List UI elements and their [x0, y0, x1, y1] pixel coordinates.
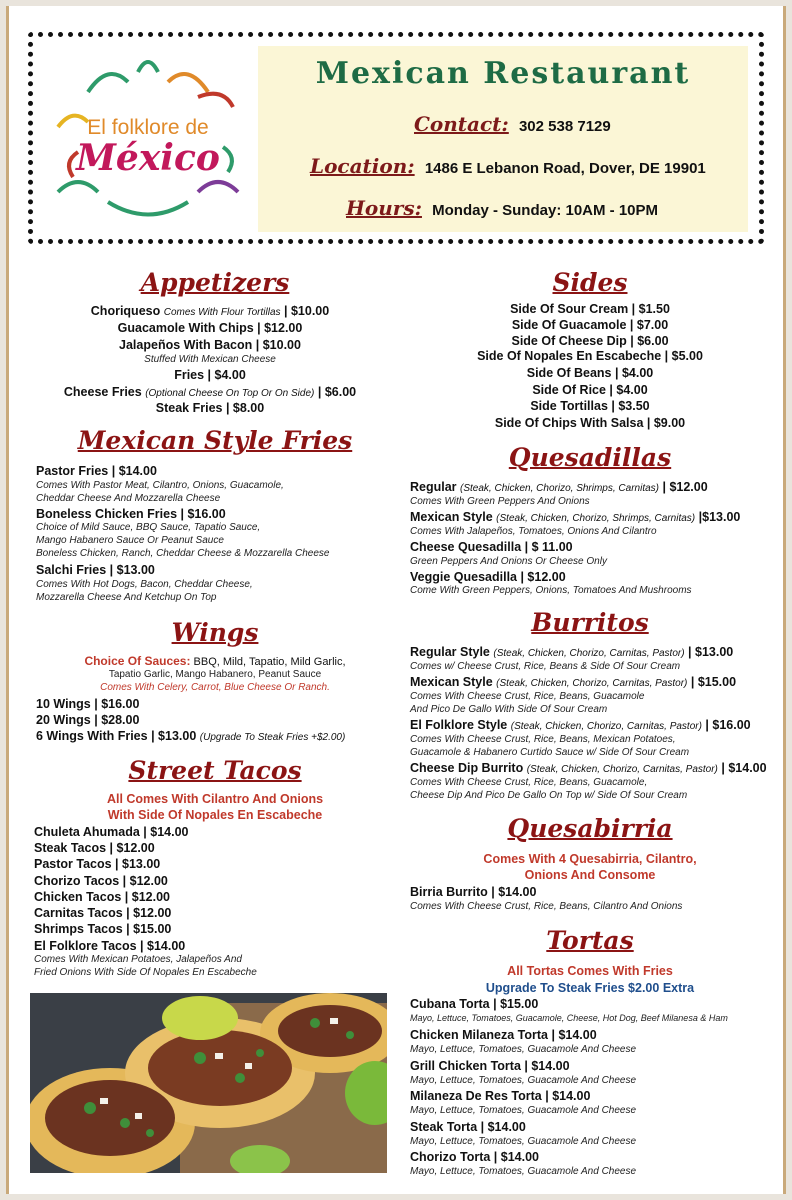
item-name: Cheese Dip Burrito — [410, 761, 524, 775]
burritos-title: Burritos — [531, 608, 649, 637]
appetizer-jalapenos-note: Stuffed With Mexican Cheese — [144, 354, 276, 365]
fries-salchi-note-2: Mozzarella Cheese And Ketchup On Top — [36, 592, 217, 603]
side-item: Side Of Cheese Dip | $6.00 — [511, 334, 669, 348]
wings-sides-note: Comes With Celery, Carrot, Blue Cheese Or Ranch. — [100, 682, 330, 693]
tacos-folklore-note-2: Fried Onions With Side Of Nopales En Escabeche — [34, 967, 257, 978]
wings-title: Wings — [171, 618, 259, 647]
burrito-mexican — [410, 675, 736, 689]
fries-boneless-note-3: Boneless Chicken, Ranch, Cheddar Cheese & Mozzarella Cheese — [36, 548, 330, 559]
torta-steak-note: Mayo, Lettuce, Tomatoes, Guacamole And Cheese — [410, 1136, 637, 1147]
wings-10: 10 Wings | $16.00 — [36, 697, 140, 711]
item-price: | $6.00 — [317, 385, 357, 399]
sauces-list-1: BBQ, Mild, Tapatio, Mild Garlic, — [193, 656, 346, 668]
tacos-sub-1: All Comes With Cilantro And Onions — [106, 792, 324, 806]
appetizer-jalapenos: Jalapeños With Bacon | $10.00 — [119, 338, 301, 352]
appetizer-choriqueso — [20, 304, 400, 318]
logo-decoration-icon — [48, 52, 248, 232]
torta-milaneza-res: Milaneza De Res Torta | $14.00 — [410, 1089, 591, 1103]
appetizers-title: Appetizers — [140, 268, 290, 297]
location-label: Location: — [310, 154, 415, 178]
logo-text-line1: El folklore de — [87, 116, 209, 139]
birria-burrito: Birria Burrito | $14.00 — [410, 885, 537, 899]
item-name: Cheese Fries — [63, 385, 142, 399]
side-item: Side Of Rice | $4.00 — [532, 383, 648, 397]
taco-item: Carnitas Tacos | $12.00 — [34, 906, 172, 920]
side-item: Side Of Beans | $4.00 — [526, 366, 654, 380]
burrito-cheese-dip-note-1: Comes With Cheese Crust, Rice, Beans, Guacamole, — [410, 777, 648, 788]
side-item: Side Of Sour Cream | $1.50 — [510, 302, 670, 316]
appetizer-steak-fries: Steak Fries | $8.00 — [155, 401, 265, 415]
torta-chicken-milaneza-note: Mayo, Lettuce, Tomatoes, Guacamole And Cheese — [410, 1044, 637, 1055]
wings-20: 20 Wings | $28.00 — [36, 713, 140, 727]
location-row — [310, 154, 740, 178]
wings-sauces-2: Tapatio Garlic, Mango Habanero, Peanut Sauce — [108, 669, 322, 680]
burrito-mexican-note-2: And Pico De Gallo With Side Of Sour Cream — [410, 704, 608, 715]
item-note: (Steak, Chicken, Chorizo, Carnitas, Pastor) — [496, 678, 688, 689]
fries-boneless-chicken: Boneless Chicken Fries | $16.00 — [36, 507, 226, 521]
torta-cubana: Cubana Torta | $15.00 — [410, 997, 539, 1011]
taco-item: El Folklore Tacos | $14.00 — [34, 939, 186, 953]
tacos-folklore-note-1: Comes With Mexican Potatoes, Jalapeños And — [34, 954, 242, 965]
item-note: Comes With Flour Tortillas — [163, 307, 281, 318]
item-name: El Folklore Style — [410, 718, 508, 732]
burrito-folklore-note-2: Guacamole & Habanero Curtido Sauce w/ Side Of Sour Cream — [410, 747, 690, 758]
item-note: (Steak, Chicken, Chorizo, Carnitas, Pastor) — [526, 764, 718, 775]
restaurant-logo — [48, 52, 248, 232]
side-item: Side Of Chips With Salsa | $9.00 — [494, 416, 686, 430]
item-price: | $12.00 — [662, 480, 708, 494]
burrito-folklore-note-1: Comes With Cheese Crust, Rice, Beans, Mexican Potatoes, — [410, 734, 676, 745]
fries-boneless-note-1: Choice of Mild Sauce, BBQ Sauce, Tapatio Sauce, — [36, 522, 261, 533]
fries-salchi-note-1: Comes With Hot Dogs, Bacon, Cheddar Cheese, — [36, 579, 253, 590]
quesadilla-regular-note: Comes With Green Peppers And Onions — [410, 496, 590, 507]
sauces-label: Choice Of Sauces: — [84, 654, 191, 668]
hours-label: Hours: — [346, 196, 422, 220]
burrito-cheese-dip — [410, 761, 767, 775]
logo-text-line2: México — [76, 137, 220, 179]
side-item: Side Of Nopales En Escabeche | $5.00 — [477, 349, 703, 363]
fries-pastor-note-2: Cheddar Cheese And Mozzarella Cheese — [36, 493, 221, 504]
restaurant-title: Mexican Restaurant — [315, 56, 691, 91]
torta-chicken-milaneza: Chicken Milaneza Torta | $14.00 — [410, 1028, 597, 1042]
torta-chorizo-note: Mayo, Lettuce, Tomatoes, Guacamole And Cheese — [410, 1166, 637, 1177]
quesadilla-veggie-note: Come With Green Peppers, Onions, Tomatoes And Mushrooms — [410, 585, 692, 596]
torta-cubana-note: Mayo, Lettuce, Tomatoes, Guacamole, Cheese, Hot Dog, Beef Milanesa & Ham — [410, 1013, 728, 1023]
torta-chorizo: Chorizo Torta | $14.00 — [410, 1150, 539, 1164]
taco-item: Chicken Tacos | $12.00 — [34, 890, 170, 904]
item-note: (Steak, Chicken, Chorizo, Carnitas, Pastor) — [493, 648, 685, 659]
contact-value: 302 538 7129 — [518, 118, 611, 135]
taco-item: Shrimps Tacos | $15.00 — [34, 922, 172, 936]
taco-item: Chorizo Tacos | $12.00 — [34, 874, 168, 888]
item-price: |$13.00 — [698, 510, 741, 524]
appetizer-cheese-fries — [20, 385, 400, 399]
tacos-photo — [30, 993, 387, 1173]
item-name: 6 Wings With Fries | $13.00 — [36, 729, 197, 743]
item-price: | $14.00 — [721, 761, 767, 775]
tacos-sub-2: With Side Of Nopales En Escabeche — [107, 808, 323, 822]
quesadilla-cheese: Cheese Quesadilla | $ 11.00 — [410, 540, 573, 554]
street-tacos-title: Street Tacos — [128, 756, 302, 785]
appetizer-fries: Fries | $4.00 — [174, 368, 246, 382]
hours-value: Monday - Sunday: 10AM - 10PM — [432, 202, 659, 219]
item-price: | $16.00 — [705, 718, 751, 732]
item-price: | $13.00 — [688, 645, 734, 659]
fries-pastor-note-1: Comes With Pastor Meat, Cilantro, Onions, Guacamole, — [36, 480, 284, 491]
item-name: Mexican Style — [410, 510, 493, 524]
quesabirria-title: Quesabirria — [507, 814, 673, 843]
sides-title: Sides — [552, 268, 628, 297]
burrito-regular-note: Comes w/ Cheese Crust, Rice, Beans & Side Of Sour Cream — [410, 661, 681, 672]
mexican-fries-title: Mexican Style Fries — [77, 426, 353, 455]
taco-item: Pastor Tacos | $13.00 — [34, 857, 161, 871]
appetizer-guacamole: Guacamole With Chips | $12.00 — [117, 321, 303, 335]
tortas-title: Tortas — [546, 926, 634, 955]
torta-steak: Steak Torta | $14.00 — [410, 1120, 526, 1134]
taco-item: Chuleta Ahumada | $14.00 — [34, 825, 189, 839]
tortas-sub-2: Upgrade To Steak Fries $2.00 Extra — [485, 981, 695, 995]
fries-pastor: Pastor Fries | $14.00 — [36, 464, 157, 478]
side-item: Side Of Guacamole | $7.00 — [511, 318, 669, 332]
torta-milaneza-res-note: Mayo, Lettuce, Tomatoes, Guacamole And Cheese — [410, 1105, 637, 1116]
torta-grill-chicken: Grill Chicken Torta | $14.00 — [410, 1059, 570, 1073]
item-name: Regular Style — [410, 645, 490, 659]
taco-item: Steak Tacos | $12.00 — [34, 841, 155, 855]
item-price: | $10.00 — [284, 304, 330, 318]
burrito-regular — [410, 645, 733, 659]
quesadilla-mexican-note: Comes With Jalapeños, Tomatoes, Onions And Cilantro — [410, 526, 657, 537]
restaurant-info-panel — [258, 46, 748, 232]
item-note: (Optional Cheese On Top Or On Side) — [145, 388, 315, 399]
quesadilla-mexican — [410, 510, 740, 524]
fries-salchi: Salchi Fries | $13.00 — [36, 563, 155, 577]
quesadilla-veggie: Veggie Quesadilla | $12.00 — [410, 570, 566, 584]
quesabirria-sub-1: Comes With 4 Quesabirria, Cilantro, — [483, 852, 697, 866]
birria-burrito-note: Comes With Cheese Crust, Rice, Beans, Cilantro And Onions — [410, 901, 683, 912]
location-value: 1486 E Lebanon Road, Dover, DE 19901 — [424, 160, 706, 177]
quesabirria-sub-2: Onions And Consome — [524, 868, 656, 882]
contact-row — [414, 112, 734, 136]
side-item: Side Tortillas | $3.50 — [530, 399, 650, 413]
burrito-cheese-dip-note-2: Cheese Dip And Pico De Gallo On Top w/ Side Of Sour Cream — [410, 790, 688, 801]
item-name: Mexican Style — [410, 675, 493, 689]
burrito-mexican-note-1: Comes With Cheese Crust, Rice, Beans, Guacamole — [410, 691, 645, 702]
tortas-sub-1: All Tortas Comes With Fries — [507, 964, 673, 978]
item-note: (Steak, Chicken, Chorizo, Shrimps, Carnitas) — [460, 483, 659, 494]
quesadilla-regular — [410, 480, 708, 494]
item-note: (Upgrade To Steak Fries +$2.00) — [199, 732, 346, 743]
contact-label: Contact: — [414, 112, 509, 136]
item-name: Choriqueso — [90, 304, 161, 318]
quesadillas-title: Quesadillas — [508, 443, 672, 472]
quesadilla-cheese-note: Green Peppers And Onions Or Cheese Only — [410, 556, 607, 567]
wings-6-fries — [36, 729, 345, 743]
fries-boneless-note-2: Mango Habanero Sauce Or Peanut Sauce — [36, 535, 224, 546]
item-note: (Steak, Chicken, Chorizo, Carnitas, Pastor) — [510, 721, 702, 732]
wings-sauces — [20, 654, 410, 668]
item-note: (Steak, Chicken, Chorizo, Shrimps, Carnitas) — [496, 513, 696, 524]
item-name: Regular — [410, 480, 457, 494]
item-price: | $15.00 — [690, 675, 737, 689]
burrito-folklore — [410, 718, 751, 732]
hours-row — [346, 196, 746, 220]
torta-grill-chicken-note: Mayo, Lettuce, Tomatoes, Guacamole And Cheese — [410, 1075, 637, 1086]
